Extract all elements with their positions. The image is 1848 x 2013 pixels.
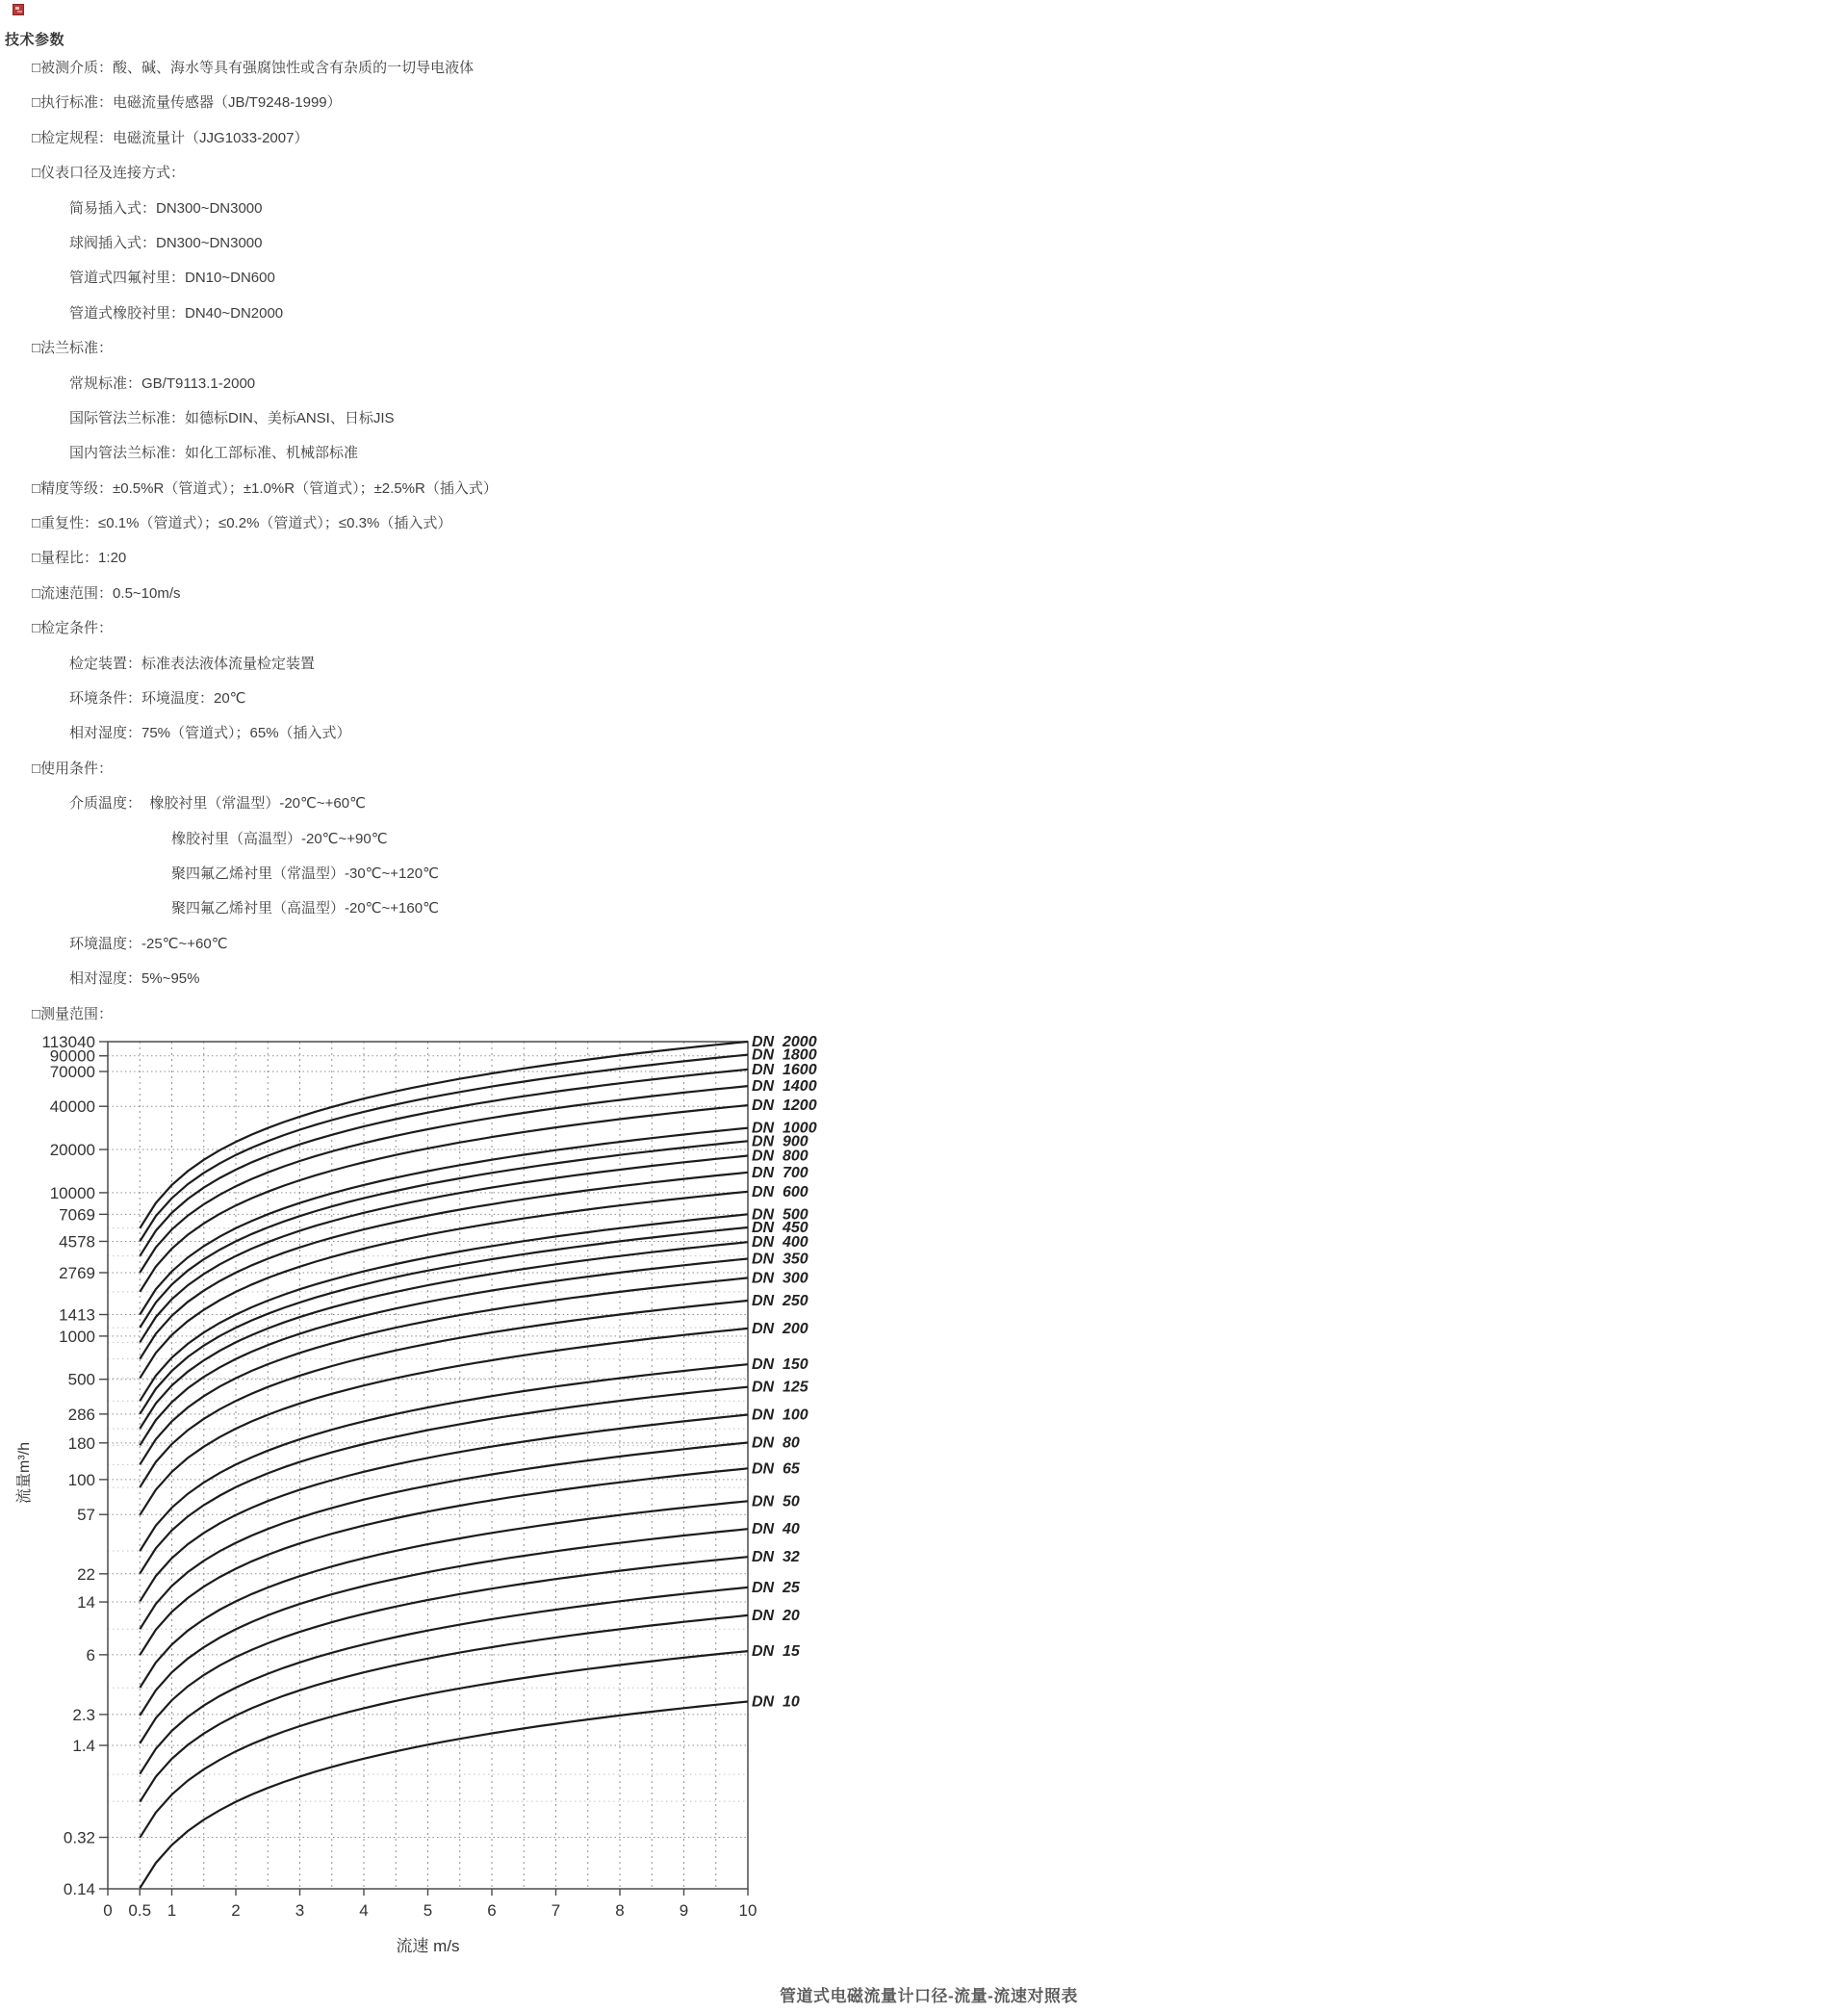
spec-line: □重复性：≤0.1%（管道式）；≤0.2%（管道式）；≤0.3%（插入式）: [32, 515, 452, 532]
dn-line: [140, 1702, 748, 1889]
dn-label: DN: [752, 1356, 775, 1374]
dn-label: DN: [752, 1164, 775, 1181]
y-tick-label: 2.3: [72, 1705, 95, 1724]
dn-label-value: 15: [783, 1643, 800, 1661]
y-tick-label: 6: [86, 1645, 95, 1665]
spec-line: □法兰标准：: [32, 340, 114, 357]
y-tick-label: 10000: [49, 1183, 95, 1202]
dn-label: DN: [752, 1379, 775, 1396]
y-tick-label: 100: [67, 1470, 95, 1489]
dn-label-value: 80: [783, 1434, 800, 1452]
x-tick-label: 2: [231, 1901, 241, 1920]
dn-label: DN: [752, 1549, 775, 1566]
flow-rate-chart-svg: [0, 1020, 905, 1983]
dn-label: DN: [752, 1521, 775, 1538]
spec-line: □仪表口径及连接方式：: [32, 165, 186, 182]
spec-lines: [0, 51, 1444, 1032]
dn-label: DN: [752, 1270, 775, 1287]
spec-line: 国际管法兰标准：如德标DIN、美标ANSI、日标JIS: [69, 409, 395, 426]
dn-label-value: 100: [783, 1407, 808, 1424]
dn-label-value: 125: [783, 1379, 808, 1396]
spec-line: 橡胶衬里（高温型）-20℃~+90℃: [171, 830, 388, 847]
spec-line: □被测介质：酸、碱、海水等具有强腐蚀性或含有杂质的一切导电液体: [32, 60, 475, 76]
dn-line: [140, 1651, 748, 1838]
dn-label-value: 450: [783, 1219, 808, 1236]
dn-label: DN: [752, 1097, 775, 1115]
spec-line: □流速范围：0.5~10m/s: [32, 584, 181, 602]
dn-label-value: 1400: [783, 1078, 817, 1096]
x-tick-label: 6: [487, 1901, 497, 1920]
spec-line: 介质温度： 橡胶衬里（常温型）-20℃~+60℃: [69, 795, 366, 813]
dn-label: DN: [752, 1407, 775, 1424]
spec-line: □精度等级：±0.5%R（管道式）；±1.0%R（管道式）；±2.5%R（插入式）: [32, 479, 498, 497]
x-tick-label: 1: [167, 1901, 177, 1920]
dn-line: [140, 1277, 748, 1464]
spec-line: □使用条件：: [32, 760, 114, 777]
x-tick-label: 4: [359, 1901, 369, 1920]
dn-label-value: 1800: [783, 1046, 817, 1064]
spec-line: 常规标准：GB/T9113.1-2000: [69, 374, 256, 392]
dn-label-value: 65: [783, 1460, 800, 1478]
spec-line: 环境条件：环境温度：20℃: [69, 690, 246, 708]
y-tick-label: 1000: [59, 1327, 95, 1346]
dn-label: DN: [752, 1251, 775, 1268]
y-tick-label: 180: [67, 1433, 95, 1453]
dn-label-value: 400: [783, 1234, 808, 1252]
dn-label-value: 200: [783, 1320, 808, 1337]
dn-line: [140, 1364, 748, 1551]
y-tick-label: 113040: [41, 1033, 95, 1051]
x-axis-title: 流速 m/s: [396, 1937, 460, 1955]
dn-label-value: 40: [783, 1521, 800, 1538]
dn-label: DN: [752, 1046, 775, 1064]
dn-label-value: 800: [783, 1148, 808, 1165]
dn-label: DN: [752, 1219, 775, 1236]
dn-label-value: 300: [783, 1270, 808, 1287]
dn-label: DN: [752, 1183, 775, 1200]
dn-label: DN: [752, 1033, 775, 1050]
dn-label: DN: [752, 1493, 775, 1510]
dn-label: DN: [752, 1206, 775, 1224]
x-tick-label: 0: [103, 1901, 113, 1920]
y-tick-label: 20000: [49, 1141, 95, 1160]
dn-label: DN: [752, 1234, 775, 1252]
dn-line: [140, 1443, 748, 1630]
dn-label-value: 50: [783, 1493, 800, 1510]
spec-line: 球阀插入式：DN300~DN3000: [69, 234, 263, 251]
x-tick-label: 9: [679, 1901, 689, 1920]
spec-line: 环境温度：-25℃~+60℃: [69, 935, 228, 952]
dn-label: DN: [752, 1120, 775, 1137]
dn-label-value: 1600: [783, 1061, 817, 1078]
y-tick-label: 14: [77, 1593, 95, 1613]
spec-line: 管道式橡胶衬里：DN40~DN2000: [69, 304, 284, 322]
x-tick-label: 3: [295, 1901, 305, 1920]
y-axis-title: 流量m³/h: [16, 1441, 33, 1505]
spec-line: 聚四氟乙烯衬里（高温型）-20℃~+160℃: [171, 900, 439, 917]
dn-label: DN: [752, 1579, 775, 1596]
dn-label-value: 250: [783, 1293, 808, 1310]
dn-line: [140, 1587, 748, 1774]
dn-label-value: 700: [783, 1164, 808, 1181]
spec-line: □测量范围：: [32, 1005, 114, 1022]
dn-label: DN: [752, 1693, 775, 1711]
y-tick-label: 286: [67, 1405, 95, 1424]
flow-rate-chart: [0, 1020, 905, 1983]
spec-line: □检定条件：: [32, 620, 114, 637]
spec-line: □执行标准：电磁流量传感器（JB/T9248-1999）: [32, 94, 342, 112]
spec-line: 管道式四氟衬里：DN10~DN600: [69, 270, 275, 287]
spec-line: 相对湿度：5%~95%: [69, 970, 200, 988]
dn-label-value: 32: [783, 1549, 800, 1566]
x-tick-label: 7: [551, 1901, 561, 1920]
spec-line: 国内管法兰标准：如化工部标准、机械部标准: [69, 445, 359, 462]
y-tick-label: 90000: [49, 1046, 95, 1066]
dn-label-value: 10: [783, 1693, 800, 1711]
spec-line: □量程比：1:20: [32, 550, 127, 567]
dn-label-value: 900: [783, 1133, 808, 1150]
dn-label: DN: [752, 1133, 775, 1150]
dn-label-value: 500: [783, 1206, 808, 1224]
spec-line: 聚四氟乙烯衬里（常温型）-30℃~+120℃: [171, 865, 439, 882]
spec-line: 简易插入式：DN300~DN3000: [69, 199, 263, 217]
y-tick-label: 1413: [59, 1305, 95, 1325]
dn-label-value: 350: [783, 1251, 808, 1268]
x-tick-label: 10: [738, 1901, 757, 1920]
y-tick-label: 2769: [59, 1263, 95, 1282]
y-tick-label: 22: [77, 1564, 95, 1584]
y-tick-label: 57: [77, 1506, 95, 1525]
dn-line: [140, 1301, 748, 1487]
dn-label: DN: [752, 1434, 775, 1452]
dn-label: DN: [752, 1460, 775, 1478]
dn-label-value: 1000: [783, 1120, 817, 1137]
y-tick-label: 0.14: [63, 1880, 95, 1898]
y-tick-label: 4578: [59, 1232, 95, 1252]
dn-label-value: 600: [783, 1183, 808, 1200]
y-tick-label: 40000: [49, 1097, 95, 1117]
spec-line: □检定规程：电磁流量计（JJG1033-2007）: [32, 129, 309, 146]
dn-label-value: 150: [783, 1356, 808, 1374]
y-tick-label: 500: [67, 1370, 95, 1389]
broken-image-icon: [13, 4, 24, 15]
dn-line: [140, 1192, 748, 1379]
dn-label: DN: [752, 1320, 775, 1337]
dn-label: DN: [752, 1061, 775, 1078]
chart-caption: 管道式电磁流量计口径-流量-流速对照表: [780, 1987, 1078, 2005]
dn-label-value: 25: [783, 1579, 800, 1596]
dn-label-value: 1200: [783, 1097, 817, 1115]
dn-line: [140, 1156, 748, 1343]
dn-line: [140, 1105, 748, 1292]
dn-label: DN: [752, 1643, 775, 1661]
dn-label: DN: [752, 1078, 775, 1096]
spec-line: 检定装置：标准表法液体流量检定装置: [69, 655, 316, 672]
x-tick-label: 5: [423, 1901, 433, 1920]
dn-label: DN: [752, 1148, 775, 1165]
dn-label-value: 2000: [783, 1033, 817, 1050]
y-tick-label: 70000: [49, 1063, 95, 1082]
dn-label-value: 20: [783, 1607, 800, 1624]
y-tick-label: 1.4: [72, 1737, 95, 1756]
y-tick-label: 7069: [59, 1205, 95, 1225]
x-tick-label: 0.5: [128, 1901, 152, 1920]
page-title: 技术参数: [5, 32, 65, 48]
x-tick-label: 8: [615, 1901, 625, 1920]
dn-label: DN: [752, 1607, 775, 1624]
y-tick-label: 0.32: [63, 1828, 95, 1847]
dn-line: [140, 1557, 748, 1743]
spec-line: 相对湿度：75%（管道式）；65%（插入式）: [69, 725, 351, 742]
dn-label: DN: [752, 1293, 775, 1310]
